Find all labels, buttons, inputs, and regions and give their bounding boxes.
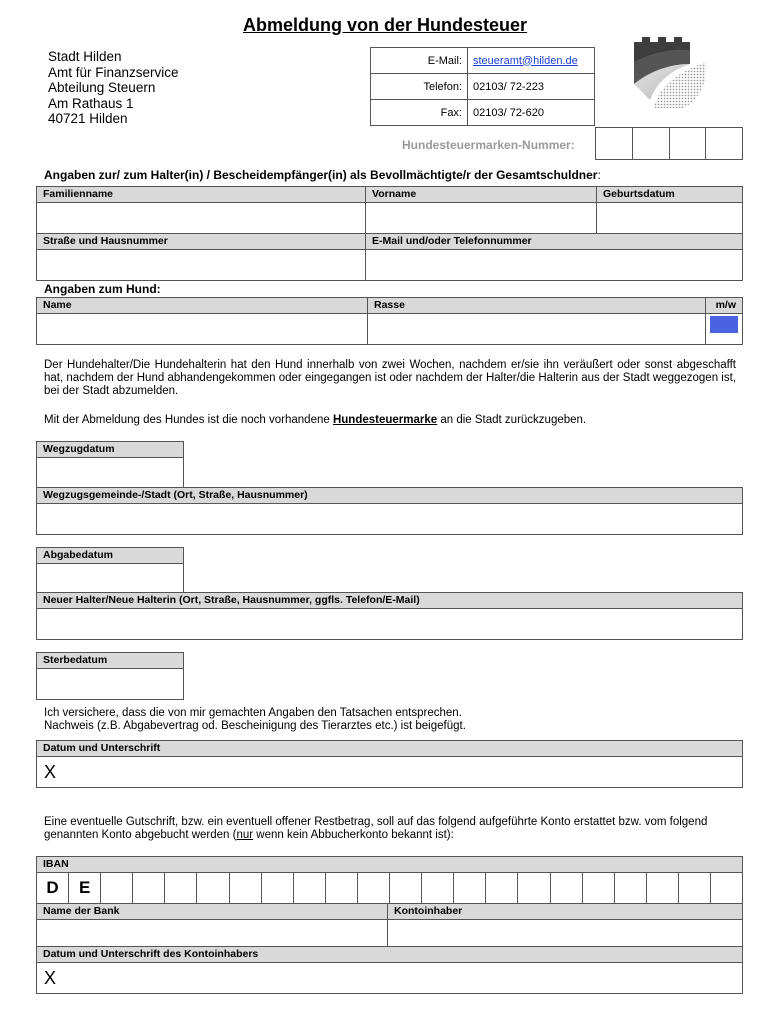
email-label: E-Mail: (371, 48, 468, 74)
neuer-halter-field[interactable] (36, 592, 743, 640)
iban-digit-box[interactable] (550, 873, 582, 903)
bank-name-label: Name der Bank (37, 904, 387, 920)
mw-label: m/w (706, 298, 742, 314)
konto-unterschrift-field[interactable] (37, 946, 742, 993)
sterbedatum-field[interactable] (36, 652, 184, 700)
iban-digit-box[interactable] (164, 873, 196, 903)
address-line: Stadt Hilden (48, 49, 122, 64)
iban-digit-box[interactable] (485, 873, 517, 903)
iban-digit-box[interactable] (293, 873, 325, 903)
address-line: 40721 Hilden (48, 111, 128, 126)
city-logo-icon (630, 34, 710, 112)
abmelde-hinweis: Der Hundehalter/Die Hundehalterin hat den Hund innerhalb von zwei Wochen, nachdem er/sie ihn veräußert oder sonst abgeschafft hat, nachdem der Hund abhandengekommen oder eingegangen ist oder nachdem der Halter/die Halterin aus der Stadt weggezogen ist, bei der Stadt abzumelden. (44, 359, 736, 397)
steuermarke-bold: Hundesteuermarke (332, 414, 438, 426)
email-telefon-field[interactable] (365, 234, 742, 280)
kontoinhaber-field[interactable] (387, 904, 742, 946)
iban-digit-box[interactable] (325, 873, 357, 903)
iban-label: IBAN (37, 857, 742, 873)
marken-digit-box[interactable] (632, 128, 669, 159)
familienname-label: Familienname (37, 187, 365, 203)
marken-digit-box[interactable] (596, 128, 632, 159)
iban-digit-box[interactable] (261, 873, 293, 903)
page-title: Abmeldung von der Hundesteuer (242, 15, 528, 35)
marken-digit-box[interactable] (669, 128, 706, 159)
gutschrift-nur: nur (236, 829, 254, 841)
vorname-label: Vorname (366, 187, 596, 203)
marken-number-label: Hundesteuermarken-Nummer: (402, 138, 575, 152)
contact-table (370, 47, 595, 126)
gutschrift-text: Eine eventuelle Gutschrift, bzw. ein eventuell offener Restbetrag, soll auf das folgend aufgeführte Konto erstattet bzw. vom folgend genannten Konto abgebucht werden ( (44, 816, 708, 841)
halter-heading: Angaben zur/ zum Halter(in) / Bescheidempfänger(in) als Bevollmächtigte/r der Gesamtschuldner: (44, 168, 601, 182)
halter-heading-text: Angaben zur/ zum Halter(in) / Bescheidempfänger(in) als Bevollmächtigte/r der Gesamtschuldner (44, 168, 598, 182)
versicherung-text (44, 707, 736, 733)
steuermarke-hinweis (44, 414, 736, 427)
versicherung-line-2: Nachweis (z.B. Abgabevertrag od. Bescheinigung des Tierarztes etc.) ist beigefügt. (44, 720, 466, 732)
recipient-address (48, 49, 179, 127)
iban-digit-box[interactable] (646, 873, 678, 903)
fax-value: 02103/ 72-620 (468, 100, 595, 126)
gutschrift-text-end: wenn kein Abbucherkonto bekannt ist): (253, 829, 454, 841)
iban-digit-box[interactable] (710, 873, 742, 903)
bank-name-field[interactable] (37, 904, 387, 946)
hund-table (36, 297, 743, 345)
fax-label: Fax: (371, 100, 468, 126)
wegzugsgemeinde-field[interactable] (36, 487, 743, 535)
hund-name-label: Name (37, 298, 367, 314)
iban-field (36, 856, 743, 994)
steuermarke-text: Mit der Abmeldung des Hundes ist die noch vorhandene (44, 414, 333, 426)
iban-digit-box[interactable] (517, 873, 549, 903)
wegzugsgemeinde-label: Wegzugsgemeinde-/Stadt (Ort, Straße, Hausnummer) (37, 488, 742, 504)
iban-box-d[interactable]: D (46, 878, 59, 897)
strasse-label: Straße und Hausnummer (37, 234, 365, 250)
iban-digit-box[interactable] (196, 873, 228, 903)
steuermarke-text-end: an die Stadt zurückzugeben. (437, 414, 587, 426)
iban-digit-box[interactable] (678, 873, 710, 903)
geburtsdatum-field[interactable] (596, 187, 742, 233)
iban-digit-box[interactable] (582, 873, 614, 903)
phone-value: 02103/ 72-223 (468, 74, 595, 100)
strasse-field[interactable] (37, 234, 365, 280)
iban-digit-box[interactable] (132, 873, 164, 903)
wegzugdatum-label: Wegzugdatum (37, 442, 183, 458)
marken-digit-box[interactable] (705, 128, 742, 159)
address-line: Am Rathaus 1 (48, 95, 134, 111)
iban-input[interactable] (37, 873, 742, 903)
iban-digit-box[interactable] (421, 873, 453, 903)
iban-digit-box[interactable] (453, 873, 485, 903)
abgabedatum-label: Abgabedatum (37, 548, 183, 564)
halter-table (36, 186, 743, 281)
iban-digit-box[interactable] (229, 873, 261, 903)
konto-unterschrift-label: Datum und Unterschrift des Kontoinhabers (37, 947, 742, 963)
hund-name-field[interactable] (37, 298, 367, 344)
hund-heading: Angaben zum Hund: (44, 282, 161, 296)
address-line: Abteilung Steuern (48, 80, 156, 95)
email-telefon-label: E-Mail und/oder Telefonnummer (366, 234, 742, 250)
iban-digit-box[interactable] (614, 873, 646, 903)
geburtsdatum-label: Geburtsdatum (597, 187, 742, 203)
signature-x-icon: X (44, 762, 57, 782)
email-link[interactable]: steueramt@hilden.de (473, 54, 578, 67)
marken-number-input[interactable] (595, 127, 743, 160)
gutschrift-hinweis (44, 816, 736, 842)
wegzugdatum-field[interactable] (36, 441, 184, 489)
iban-digit-box[interactable] (389, 873, 421, 903)
neuer-halter-label: Neuer Halter/Neue Halterin (Ort, Straße, Hausnummer, ggfls. Telefon/E-Mail) (37, 593, 742, 609)
iban-box-e[interactable]: E (68, 873, 100, 903)
sterbedatum-label: Sterbedatum (37, 653, 183, 669)
mw-selection-box[interactable] (710, 316, 738, 333)
address-line: Amt für Finanzservice (48, 64, 179, 80)
unterschrift-field[interactable] (36, 740, 743, 788)
signature-x-icon: X (44, 968, 57, 988)
iban-digit-box[interactable] (100, 873, 132, 903)
familienname-field[interactable] (37, 187, 365, 233)
rasse-label: Rasse (368, 298, 705, 314)
vorname-field[interactable] (365, 187, 596, 233)
rasse-field[interactable] (367, 298, 705, 344)
versicherung-line-1: Ich versichere, dass die von mir gemachten Angaben den Tatsachen entsprechen. (44, 707, 462, 719)
kontoinhaber-label: Kontoinhaber (388, 904, 742, 920)
phone-label: Telefon: (371, 74, 468, 100)
abgabedatum-field[interactable] (36, 547, 184, 595)
iban-digit-box[interactable] (357, 873, 389, 903)
unterschrift-label: Datum und Unterschrift (37, 741, 742, 757)
